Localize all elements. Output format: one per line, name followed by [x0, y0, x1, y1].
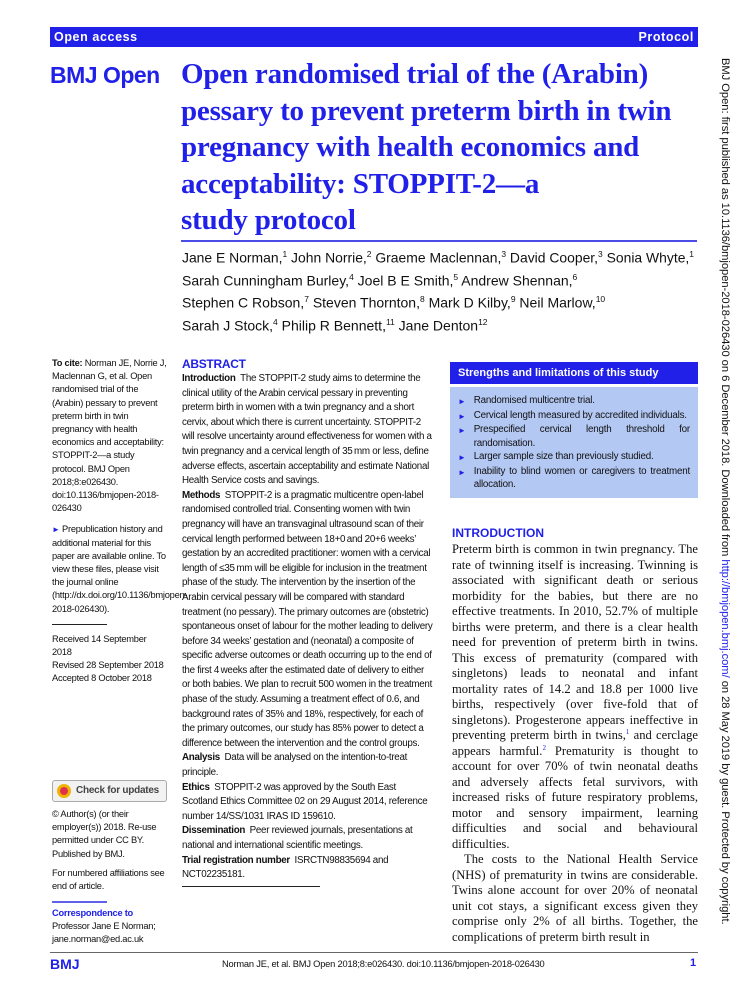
side-download-notice	[719, 58, 731, 925]
revised-date: Revised 28 September 2018	[52, 660, 164, 671]
received-date: Received 14 September 2018	[52, 633, 147, 658]
abstract-subheading: Dissemination	[182, 825, 246, 837]
triangle-bullet-icon: ►	[52, 525, 60, 535]
abstract-subheading: Trial registration number	[182, 854, 290, 866]
divider	[182, 886, 320, 887]
abstract-section	[182, 824, 434, 853]
abstract-text: STOPPIT-2 is a pragmatic multicentre open-label randomised controlled trial. Consenting women with twin pregnancy will have an transvaginal ultrasound scan of their cervical length performed between 18+0 and 20+6 weeks’ gestation by an accredited practitioner: women with a cervical length of ≤35 mm will be eligible for inclusion in the treatment phase of the study. The intervention by the insertion of the Arabin cervical pessary will be compared with standard treatment (no pessary). The primary outcomes are (obstetric) spontaneous onset of labour for the mother leading to delivery before 34 weeks’ gestation and (neonatal) a composite of specific adverse outcomes or death occurring up to the end of the first 4 weeks after the estimated date of delivery to either or both babies. We plan to recruit 500 women in the treatment phase of the study. Assuming a treatment effect of 0.6, and background rates of 35% and 18%, respectively, for each of the primary outcomes, our study has 85% power to detect a difference between the intervention and the control groups.	[182, 489, 433, 749]
triangle-bullet-icon: ►	[458, 411, 466, 421]
author-name: Jane E Norman,	[182, 249, 283, 266]
citation-sidebar	[52, 357, 188, 946]
affiliation-number[interactable]: 6	[572, 271, 578, 282]
strength-text: Cervical length measured by accredited individuals.	[473, 409, 687, 421]
journal-logo: BMJ Open	[50, 62, 160, 88]
abstract-text: Data will be analysed on the intention-to-treat principle.	[182, 752, 408, 779]
author-line	[182, 268, 577, 291]
strength-text: Inability to blind women or caregivers to treatment allocation.	[473, 465, 690, 490]
divider	[181, 240, 697, 242]
author-name: Philip R Bennett,	[277, 317, 386, 334]
triangle-bullet-icon: ►	[458, 467, 466, 477]
intro-paragraph	[452, 542, 698, 852]
abstract	[182, 357, 434, 887]
abstract-section	[182, 489, 434, 752]
author-line	[182, 245, 694, 268]
intro-text: and cerclage appears harmful.	[452, 728, 698, 758]
affiliation-number[interactable]: 3	[501, 249, 507, 259]
author-name: Jane Denton	[394, 317, 479, 334]
intro-text: Prematurity is thought to account for over 70% of twin neonatal deaths and adversely affects fetal survivors, with increased risks of future respiratory problems, motor and sensory impairment, learning difficulties and social and behavioural difficulties.	[452, 743, 698, 851]
crossmark-icon	[57, 784, 71, 798]
affiliation-number[interactable]: 10	[595, 294, 606, 305]
notice-text: on 28 May 2019 by guest. Protected by copyright.	[719, 677, 731, 925]
author-name: Sarah Cunningham Burley,	[182, 272, 350, 289]
notice-text: BMJ Open: first published as 10.1136/bmjopen-2018-026430 on 6 December 2018. Downloaded from	[719, 58, 731, 560]
triangle-bullet-icon: ►	[458, 453, 466, 462]
affiliation-number[interactable]: 3	[598, 249, 603, 259]
strength-item	[458, 450, 690, 465]
cite-label: To cite:	[52, 358, 83, 368]
author-name: Sonia Whyte,	[602, 249, 690, 266]
copyright-note: © Author(s) (or their employer(s)) 2018. Re-use permitted under CC BY. Published by BMJ.	[52, 809, 157, 859]
abstract-text: Peer reviewed journals, presentations at national and international scientific meetings.	[182, 825, 413, 851]
abstract-subheading: Analysis	[182, 752, 220, 764]
title-line: study protocol	[181, 204, 356, 236]
author-name: John Norrie,	[287, 249, 367, 266]
author-name: Mark D Kilby,	[424, 294, 511, 311]
divider	[52, 624, 107, 625]
author-list	[182, 245, 697, 336]
rights-sidebar	[52, 808, 168, 946]
reference-link[interactable]: 1	[625, 727, 630, 736]
footer-divider	[50, 952, 698, 953]
cite-text: Norman JE, Norrie J, Maclennan G, et al. Open randomised trial of the (Arabin) pessary to prevent preterm birth in twin pregnancy with health economics and acceptability: STOPPIT-2—a study protocol. BMJ Open 2018;8:e026430. doi:10.1136/bmjopen-2018-026430	[52, 358, 167, 514]
bmj-logo: BMJ	[50, 956, 80, 972]
strengths-heading: Strengths and limitations of this study	[450, 362, 698, 384]
author-name: Steven Thornton,	[308, 294, 420, 311]
affiliation-number[interactable]: 4	[273, 316, 278, 327]
article-title	[181, 56, 696, 239]
title-line: pregnancy with health economics and	[181, 131, 640, 163]
abstract-section	[182, 854, 434, 883]
abstract-section	[182, 781, 434, 825]
affiliation-number[interactable]: 2	[366, 249, 372, 259]
intro-text: Preterm birth is common in twin pregnancy. The rate of twinning itself is increasing. Twinning is associated with significant death or serious morbidity for the babies, but there are no effective treatments. In 2010, 52.7% of multiple births were preterm, and there is a clear health need for prevention of preterm birth in twins. This excess of prematurity (compared with singletons) leads to neonatal and infant mortality rates of 14.2 and 18.8 per 1000 live births, respectively (over five-fold that of singletons). Progesterone appears ineffective in preventing preterm birth in twins,	[452, 542, 698, 742]
strength-item	[458, 423, 690, 450]
author-name: Neil Marlow,	[515, 294, 596, 311]
strengths-list	[450, 387, 698, 498]
intro-paragraph: The costs to the National Health Service (NHS) of prematurity in twins are considerable. Twins alone account for over 20% of neonatal unit cot stays, a significant excess given they comprise only 2% of all births. Together, the complications of preterm birth result in	[452, 852, 698, 944]
title-line: Open randomised trial of the (Arabin)	[181, 58, 649, 90]
check-for-updates-button[interactable]	[52, 780, 167, 802]
open-access-label: Open access	[54, 30, 138, 44]
affiliation-number[interactable]: 4	[349, 271, 354, 282]
abstract-subheading: Introduction	[182, 373, 236, 384]
author-name: Andrew Shennan,	[458, 272, 573, 289]
introduction-heading: INTRODUCTION	[452, 526, 544, 540]
author-line	[182, 290, 605, 313]
footer-citation: Norman JE, et al. BMJ Open 2018;8:e026430. doi:10.1136/bmjopen-2018-026430	[222, 959, 545, 969]
abstract-section	[182, 372, 434, 489]
affiliation-number[interactable]: 7	[304, 294, 309, 305]
correspondence-name: Professor Jane E Norman;	[52, 920, 156, 931]
strength-item	[458, 465, 690, 492]
triangle-bullet-icon: ►	[458, 426, 466, 435]
strength-text: Prespecified cervical length threshold for randomisation.	[473, 424, 690, 449]
introduction-section	[452, 526, 698, 945]
author-name: Joel B E Smith,	[353, 272, 454, 289]
affiliation-number[interactable]: 12	[478, 316, 488, 327]
author-name: Stephen C Robson,	[182, 294, 305, 311]
affiliation-number[interactable]: 8	[419, 294, 425, 305]
header-bar	[50, 27, 698, 47]
divider	[52, 901, 107, 903]
affiliation-number[interactable]: 1	[282, 249, 288, 259]
author-name: Sarah J Stock,	[182, 317, 274, 334]
strength-item	[458, 394, 690, 409]
author-name: David Cooper,	[506, 249, 599, 266]
affiliations-note: For numbered affiliations see end of article.	[52, 867, 165, 892]
reference-link[interactable]: 2	[542, 743, 546, 752]
article-type-label: Protocol	[638, 30, 694, 44]
check-for-updates-label: Check for updates	[76, 785, 159, 797]
affiliation-number[interactable]: 9	[510, 294, 516, 305]
abstract-heading: ABSTRACT	[182, 357, 246, 371]
journal-link[interactable]: http://bmjopen.bmj.com/	[719, 559, 731, 678]
title-line: acceptability: STOPPIT-2—a	[181, 167, 540, 200]
abstract-subheading: Ethics	[182, 781, 210, 793]
correspondence-heading: Correspondence to	[52, 907, 133, 918]
page-number: 1	[690, 957, 697, 969]
accepted-date: Accepted 8 October 2018	[52, 673, 152, 684]
strength-text: Randomised multicentre trial.	[473, 395, 595, 406]
abstract-section	[182, 751, 434, 780]
author-name: Graeme Maclennan,	[371, 249, 502, 266]
strength-item	[458, 409, 690, 424]
affiliation-number[interactable]: 1	[689, 249, 694, 259]
author-line	[182, 313, 488, 336]
abstract-text: STOPPIT-2 was approved by the South East Scotland Ethics Committee 02 on 29 August 2014, reference number 14/SS/1031 IRAS ID 159610.	[182, 781, 428, 822]
abstract-text: The STOPPIT-2 study aims to determine the clinical utility of the Arabin cervical pessary in preventing preterm birth in women with a twin pregnancy and a short cervix, about which there is current uncertainty. STOPPIT-2 will resolve uncertainty around effectiveness for women with a twin pregnancy and a cervical length of 35 mm or less, define adverse effects, ascertain acceptability and estimate National Health Service costs and savings.	[182, 373, 432, 487]
strength-text: Larger sample size than previously studied.	[473, 451, 654, 462]
prepub-note[interactable]: Prepublication history and additional material for this paper are available online. To view these files, please visit the journal online (http://dx.doi.org/10.1136/bmjopen-2018-026430).	[52, 524, 188, 614]
correspondence-email[interactable]: jane.norman@ed.ac.uk	[52, 934, 144, 945]
abstract-subheading: Methods	[182, 489, 221, 501]
abstract-text: ISRCTN98835694 and NCT02235181.	[182, 854, 389, 881]
title-line: pessary to prevent preterm birth in twin	[181, 94, 672, 127]
triangle-bullet-icon: ►	[458, 397, 466, 406]
affiliation-number[interactable]: 11	[385, 316, 395, 327]
affiliation-number[interactable]: 5	[453, 271, 459, 282]
